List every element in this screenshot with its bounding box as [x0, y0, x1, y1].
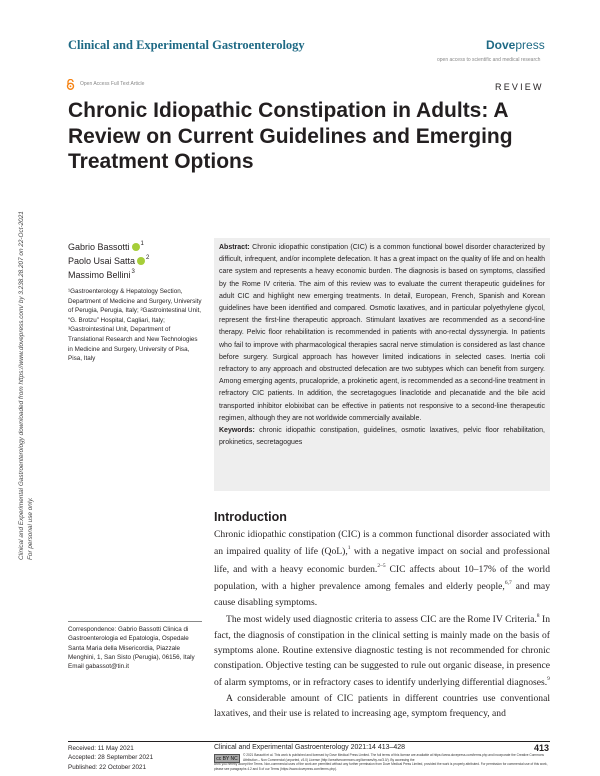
author[interactable]	[68, 254, 149, 268]
publisher-logo-bold: Dove	[486, 38, 516, 52]
author[interactable]	[68, 268, 149, 282]
side-note-line2: For personal use only.	[26, 497, 34, 560]
author-affiliation-sup: 2	[146, 255, 150, 261]
publisher-tagline: open access to scientific and medical research	[437, 57, 541, 63]
footer-citation: Clinical and Experimental Gastroenterology 2021:14 413–428	[214, 744, 406, 751]
received-date: Received: 11 May 2021	[68, 745, 134, 752]
license-text-continued: work you hereby accept the Terms. Non-commercial uses of the work are permitted without any further permission from Dove Medical Press Limited, provided the work is properly attributed. For permission for commercial use of this work, please see paragraphs 4.2 and 5 of our Terms (https://www.dovepress.com/terms.php).	[214, 762, 548, 771]
license-text: © 2021 Bassotti et al. This work is published and licensed by Dove Medical Press Limited. The full terms of this license are available at https://www.dovepress.com/terms.php and incorporate the Creative Commons Attribution – Non Commercial (unported, v3.0) License (http://creativecommons.org/licenses/by-nc/3.0/). By accessing the	[243, 753, 544, 762]
orcid-icon[interactable]	[137, 257, 145, 265]
publisher-logo-rest: press	[515, 38, 545, 52]
intro-paragraph: A considerable amount of CIC patients in different countries use conventional laxatives, and their use is related to increasing age, symptom frequency, and	[214, 692, 550, 720]
open-access-icon	[66, 79, 75, 90]
affiliations: ¹Gastroenterology & Hepatology Section, Department of Medicine and Surgery, University of Perugia, Perugia, Italy; ²Gastrointestinal Unit, “G. Brotzu” Hospital, Cagliari, Italy; ³Gastrointestinal Unit, Department of Translational Research and New Technologies in Medicine and Surgery, University of Pisa, Pisa, Italy	[68, 288, 202, 363]
keywords-text: chronic idiopathic constipation, guidelines, osmotic laxatives, pelvic floor rehabilitation, prokinetics, secretagogues	[219, 427, 546, 447]
abstract-box	[214, 238, 550, 491]
citation-ref[interactable]: 6,7	[504, 580, 512, 587]
download-side-note	[18, 140, 38, 560]
author-list	[68, 240, 149, 282]
article-title: Chronic Idiopathic Constipation in Adults: A Review on Current Guidelines and Emerging Treatment Options	[68, 99, 513, 173]
open-access-label: Open Access Full Text Article	[80, 81, 145, 87]
intro-text: In fact, the diagnosis of constipation in the clinical setting is mainly made on the basis of symptoms alone. Routine extensive diagnostic testing is not recommended for chronic constipation. Objective testing can be suggested to rule out organic disease, in presence of alarm symptoms, or in refractory cases to identify underlying differential diagnoses.	[214, 614, 551, 689]
footer-divider	[68, 741, 550, 742]
author-name: Gabrio Bassotti	[68, 242, 130, 252]
accepted-date: Accepted: 28 September 2021	[68, 754, 154, 762]
author-name: Massimo Bellini	[68, 270, 131, 280]
side-note-line1: Clinical and Experimental Gastroenterology downloaded from https://www.dovepress.com/ by 3.238.28.207 on 22-Oct-2021	[18, 211, 25, 560]
intro-text: with a negative impact on social and professional life, and with a heavy economic burden.	[214, 546, 550, 575]
author-name: Paolo Usai Satta	[68, 256, 136, 266]
abstract-label: Abstract:	[219, 244, 250, 251]
intro-text: Chronic idiopathic constipation (CIC) is a common functional disorder associated with an impaired quality of life (QoL),	[214, 529, 550, 558]
article-dates	[68, 744, 153, 772]
keywords-label: Keywords:	[219, 427, 255, 435]
journal-name[interactable]: Clinical and Experimental Gastroenterology	[68, 38, 305, 52]
article-type: REVIEW	[495, 82, 544, 92]
citation-ref[interactable]: 1	[347, 545, 351, 552]
intro-text: and may cause disabling symptoms.	[214, 581, 550, 608]
published-date: Published: 22 October 2021	[68, 763, 147, 771]
author-affiliation-sup: 1	[140, 241, 144, 247]
intro-paragraph	[214, 610, 550, 691]
publisher-logo[interactable]	[486, 38, 545, 52]
citation-ref[interactable]: 8	[536, 613, 540, 620]
intro-paragraph	[214, 527, 550, 610]
author-affiliation-sup: 3	[131, 269, 135, 275]
abstract-text: Chronic idiopathic constipation (CIC) is a common functional bowel disorder characterized by difficult, infrequent, and/or incomplete defecation. It has a great impact on the quality of life and on health care system and represents a heavy economic burden. The diagnosis is based on symptoms, classified by the Rome IV criteria. The aim of this review was to evaluate the current therapeutic guidelines for adult CIC and highlight new emerging treatments. In detail, European, French, Spanish and Korean guidelines have been identified and compared. Osmotic laxatives, and in particular polyethylene glycol, represent the first-line therapeutic approach. Stimulant laxatives are recommended as a second-line therapy. Pelvic floor rehabilitation is recommended in patients with ano-rectal dyssynergia. In patients who fail to improve with pharmacological therapies sacral nerve stimulation is considered as last chance before surgery. Surgical approach has however limited indications in selected cases. Inertia coli refractory to any approach and obstructed defecation are two subtypes which can benefit from surgery. Among emerging agents, prucalopride, a prokinetic agent, is recommended as a second-line treatment in refractory CIC patients. In addition, the secretagogues linaclotide and plecanatide and the bile acid transported inhibitor elobixibat can be effective in patients not responsive to a second-line therapeutic regimen, although they are not worldwide commercially available.	[219, 244, 545, 422]
citation-ref[interactable]: 9	[547, 676, 550, 683]
introduction-body	[214, 527, 550, 722]
introduction-heading: Introduction	[214, 510, 287, 524]
citation-ref[interactable]: 2–5	[377, 562, 386, 569]
correspondence-divider	[68, 621, 202, 622]
intro-text: CIC affects about 10–17% of the world population, with a higher prevalence among females and elderly people,	[214, 563, 550, 593]
intro-text: The most widely used diagnostic criteria to assess CIC are the Rome IV Criteria.	[226, 614, 537, 626]
cc-license-badge[interactable]: cc BY NC	[214, 754, 240, 763]
page-number: 413	[534, 743, 550, 753]
correspondence: Correspondence: Gabrio Bassotti Clinica di Gastroenterologia ed Epatologia, Ospedale Santa Maria della Misericordia, Piazzale Menghini, 1, San Sisto (Perugia), 06156, Italy Email gabassot@tin.it	[68, 626, 195, 671]
author[interactable]	[68, 240, 149, 254]
orcid-icon[interactable]	[132, 243, 140, 251]
